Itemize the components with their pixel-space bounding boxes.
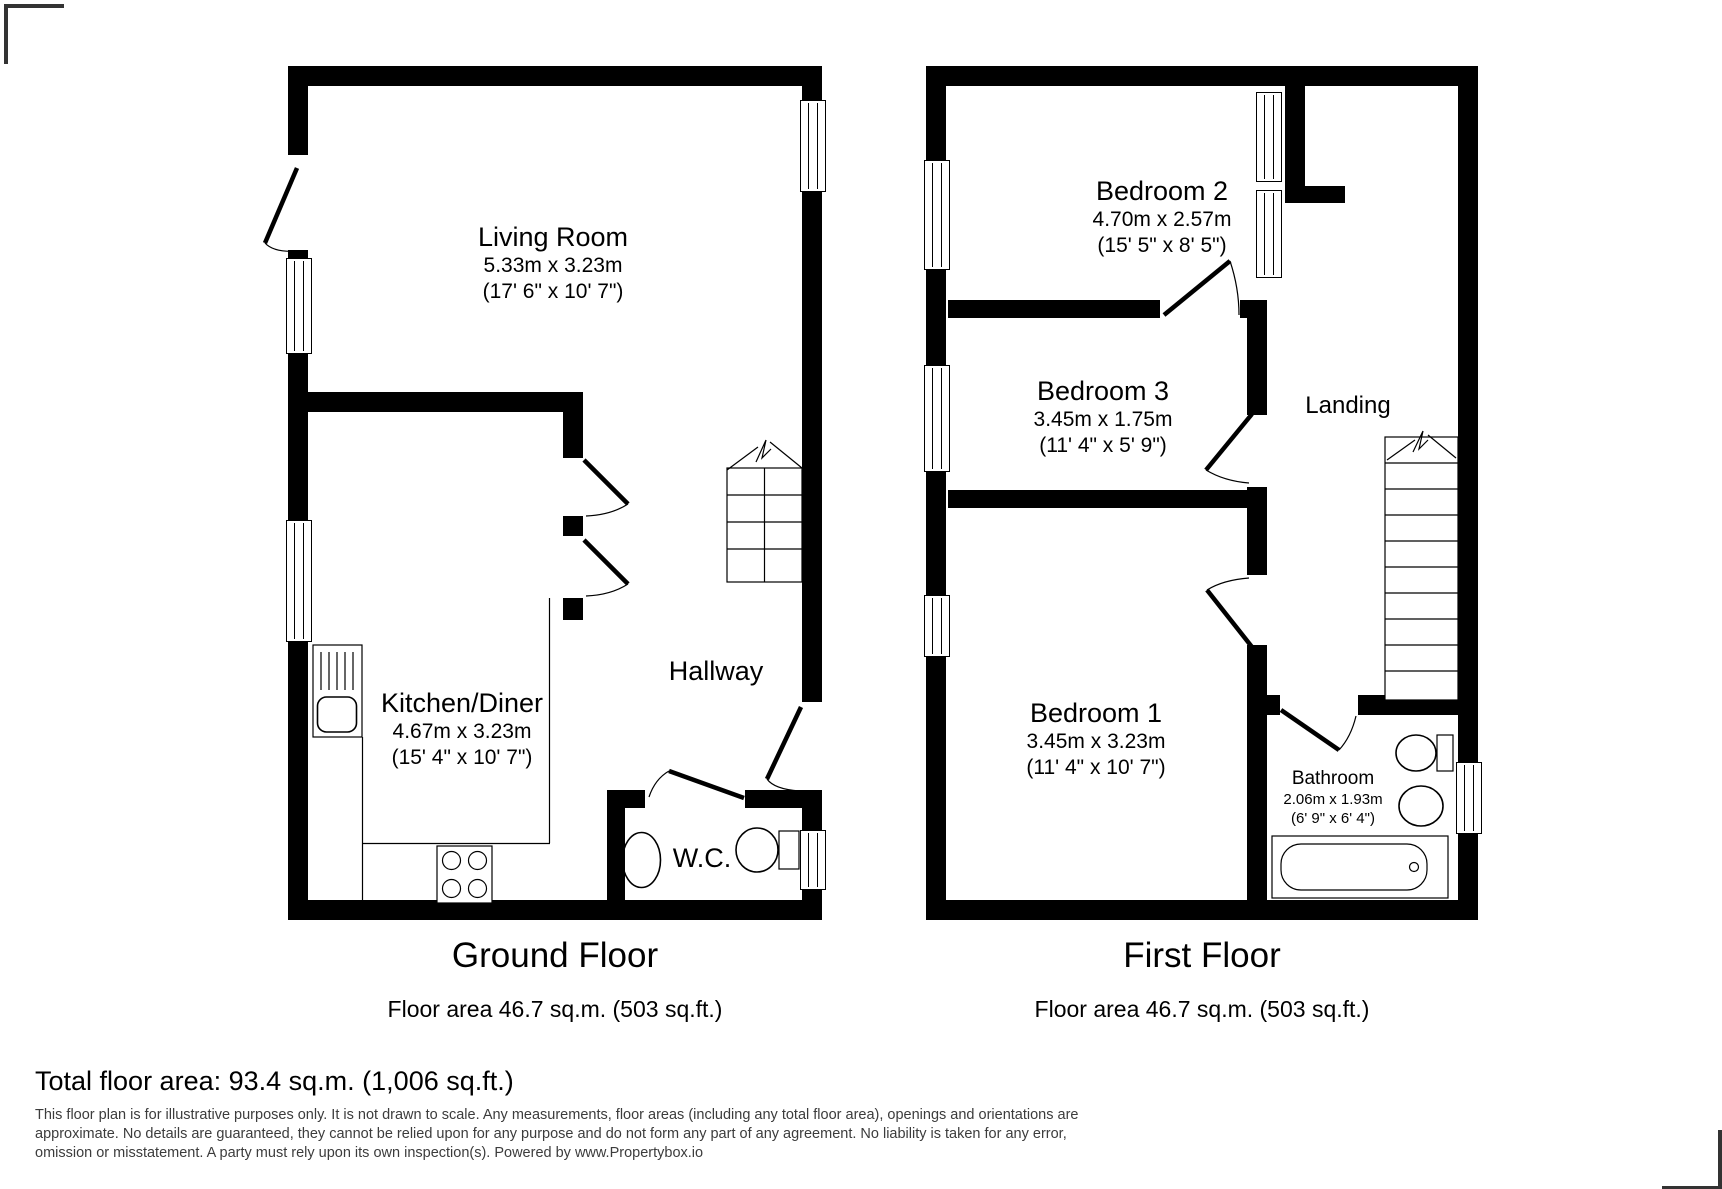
room-dimensions-metric: 4.70m x 2.57m: [1092, 208, 1232, 231]
room-label-kitchen-diner: [381, 688, 543, 771]
room-dimensions-metric: 2.06m x 1.93m: [1283, 791, 1383, 808]
room-name: Bedroom 1: [1029, 698, 1163, 728]
room-label-bedroom-1: [1026, 698, 1165, 781]
room-name: Bathroom: [1291, 768, 1375, 789]
room-label-bedroom-3: [1034, 376, 1173, 459]
first-floor-title: First Floor: [1123, 936, 1281, 975]
kitchen-sink: [313, 645, 362, 737]
room-dimensions-imperial: (11' 4" x 5' 9"): [1039, 434, 1167, 457]
first-staircase: [1385, 431, 1458, 700]
room-name: Bedroom 2: [1095, 176, 1229, 206]
disclaimer-text: [35, 1106, 1078, 1163]
room-label-bedroom-2: [1093, 176, 1232, 259]
room-dimensions-imperial: (17' 6" x 10' 7"): [482, 280, 624, 303]
disclaimer-line-2: approximate. No details are guaranteed, they cannot be relied upon for any purpose and do not form any part of any agreement. No liability is taken for any error,: [35, 1126, 1067, 1142]
ground-floor-title: Ground Floor: [451, 936, 659, 975]
room-name: Landing: [1305, 392, 1391, 419]
room-label-bathroom: [1283, 768, 1382, 828]
room-label-landing: [1305, 392, 1390, 420]
room-dimensions-imperial: (15' 5" x 8' 5"): [1097, 234, 1227, 257]
bathroom-basin: [1399, 786, 1443, 826]
room-name: Living Room: [477, 222, 629, 252]
first-floor-area: Floor area 46.7 sq.m. (503 sq.ft.): [1034, 996, 1370, 1022]
room-name: Hallway: [668, 656, 764, 686]
wc-basin: [623, 833, 661, 888]
room-name: Bedroom 3: [1036, 376, 1170, 406]
room-name: W.C.: [672, 843, 732, 873]
disclaimer-line-1: This floor plan is for illustrative purposes only. It is not drawn to scale. Any measurements, floor areas (including any total floor area), openings and orientations are: [35, 1107, 1079, 1123]
room-dimensions-metric: 3.45m x 1.75m: [1033, 408, 1173, 431]
room-name: Kitchen/Diner: [380, 688, 544, 718]
room-dimensions-imperial: (11' 4" x 10' 7"): [1026, 756, 1166, 779]
room-label-living-room: [478, 222, 628, 305]
disclaimer-line-3: omission or misstatement. A party must rely upon its own inspection(s). Powered by www.Propertybox.io: [35, 1145, 704, 1161]
room-label-hallway: [669, 656, 764, 687]
ground-floor-area: Floor area 46.7 sq.m. (503 sq.ft.): [387, 996, 723, 1022]
room-dimensions-metric: 5.33m x 3.23m: [483, 254, 623, 277]
bathroom-bathtub: [1272, 836, 1448, 898]
wc-toilet: [736, 828, 799, 872]
bathroom-toilet: [1396, 735, 1453, 771]
room-dimensions-imperial: (15' 4" x 10' 7"): [391, 746, 533, 769]
room-dimensions-imperial: (6' 9" x 6' 4"): [1291, 810, 1375, 827]
total-floor-area: Total floor area: 93.4 sq.m. (1,006 sq.ft.): [35, 1066, 514, 1096]
room-dimensions-metric: 4.67m x 3.23m: [392, 720, 532, 743]
room-dimensions-metric: 3.45m x 3.23m: [1026, 730, 1166, 753]
first-doors: [1164, 261, 1356, 750]
ground-staircase: [727, 440, 802, 582]
kitchen-hob: [437, 846, 492, 903]
room-label-wc: [673, 843, 732, 874]
